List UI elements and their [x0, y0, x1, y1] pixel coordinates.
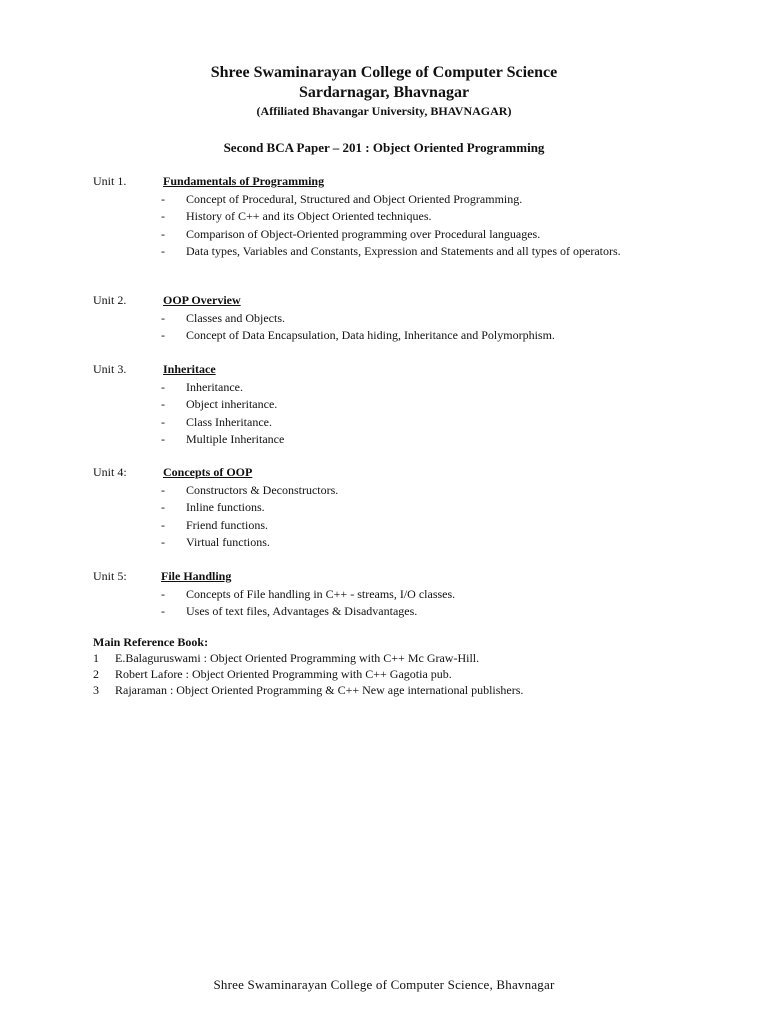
unit-topic-list: [161, 310, 676, 345]
unit-title: Concepts of OOP: [163, 465, 253, 479]
unit-topic-list: [161, 482, 676, 552]
unit-label: Unit 2.: [93, 293, 127, 307]
affiliation-note: (Affiliated Bhavangar University, BHAVNAGAR): [256, 104, 512, 118]
reference-item: [93, 682, 693, 698]
reference-text: Robert Lafore : Object Oriented Programming with C++ Gagotia pub.: [115, 667, 452, 681]
reference-text: Rajaraman : Object Oriented Programming & C++ New age international publishers.: [115, 683, 524, 697]
topic-item: - Constructors & Deconstructors.: [161, 482, 676, 500]
topic-item: - Object inheritance.: [161, 396, 676, 414]
dash-bullet: -: [161, 482, 165, 497]
topic-item: - Inheritance.: [161, 379, 676, 397]
reference-number: 1: [93, 651, 99, 665]
unit-title: File Handling: [161, 569, 232, 583]
dash-bullet: -: [161, 379, 165, 394]
unit-title: OOP Overview: [163, 293, 241, 307]
unit-title: Inheritace: [163, 362, 216, 376]
references-heading: Main Reference Book:: [93, 635, 209, 649]
unit-label: Unit 3.: [93, 362, 127, 376]
dash-bullet: -: [161, 604, 165, 618]
topic-item: - Multiple Inheritance: [161, 431, 676, 449]
dash-bullet: -: [161, 226, 165, 241]
topic-item: - History of C++ and its Object Oriented techniques.: [161, 208, 676, 226]
reference-text: E.Balaguruswami : Object Oriented Programming with C++ Mc Graw-Hill.: [115, 651, 480, 665]
dash-bullet: -: [161, 535, 165, 549]
college-city: Sardarnagar, Bhavnagar: [298, 84, 470, 101]
reference-books: [93, 634, 693, 698]
topic-item: - Concept of Data Encapsulation, Data hiding, Inheritance and Polymorphism.: [161, 327, 676, 345]
dash-bullet: -: [161, 432, 165, 446]
unit-label: Unit 5:: [93, 569, 127, 583]
unit-title: Fundamentals of Programming: [163, 174, 325, 188]
page-footer: Shree Swaminarayan College of Computer Science, Bhavnagar: [213, 977, 555, 992]
reference-item: [93, 666, 693, 682]
topic-item: - Friend functions.: [161, 517, 676, 535]
topic-item: - Concepts of File handling in C++ - streams, I/O classes.: [161, 586, 676, 604]
dash-bullet: -: [161, 310, 165, 325]
dash-bullet: -: [161, 586, 165, 601]
dash-bullet: -: [161, 244, 165, 258]
dash-bullet: -: [161, 414, 165, 429]
dash-bullet: -: [161, 209, 165, 223]
paper-title: Second BCA Paper – 201 : Object Oriented Programming: [223, 140, 545, 155]
dash-bullet: -: [161, 397, 165, 411]
unit-topic-list: [161, 586, 676, 621]
unit-label: Unit 4:: [93, 465, 127, 479]
reference-number: 2: [93, 667, 99, 681]
unit-topic-list: [161, 191, 676, 261]
dash-bullet: -: [161, 191, 165, 206]
unit-label: Unit 1.: [93, 174, 127, 188]
topic-item: - Concept of Procedural, Structured and Object Oriented Programming.: [161, 191, 676, 209]
topic-item: - Classes and Objects.: [161, 310, 676, 328]
topic-item: - Comparison of Object-Oriented programming over Procedural languages.: [161, 226, 676, 244]
dash-bullet: -: [161, 500, 165, 514]
unit-topic-list: [161, 379, 676, 449]
dash-bullet: -: [161, 328, 165, 342]
topic-item: - Class Inheritance.: [161, 414, 676, 432]
topic-item: - Virtual functions.: [161, 534, 676, 552]
college-name: Shree Swaminarayan College of Computer Science: [210, 64, 558, 81]
topic-item: - Data types, Variables and Constants, Expression and Statements and all types of operators.: [161, 243, 676, 261]
topic-item: - Uses of text files, Advantages & Disadvantages.: [161, 603, 676, 621]
topic-item: - Inline functions.: [161, 499, 676, 517]
reference-item: [93, 650, 693, 666]
dash-bullet: -: [161, 517, 165, 532]
reference-number: 3: [93, 683, 99, 697]
